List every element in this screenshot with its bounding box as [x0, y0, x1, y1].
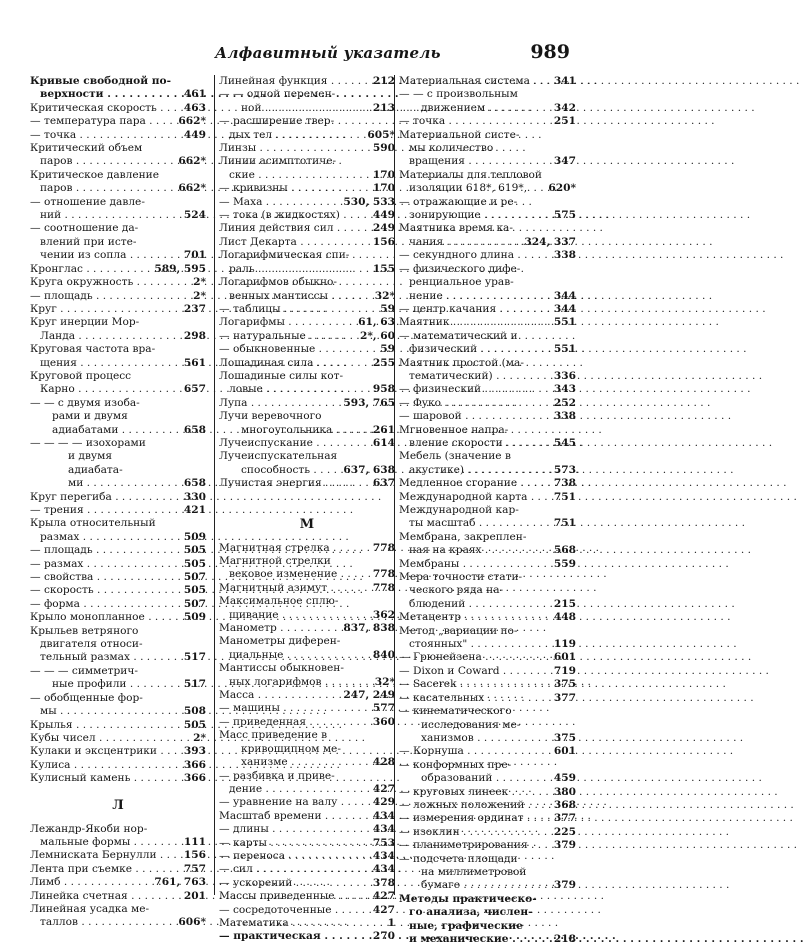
index-entry: — Корнуша . . . 601: [399, 745, 576, 758]
index-entry-line: кривошипном ме-: [241, 742, 341, 755]
index-entry: вление скорости . . . 545: [399, 437, 576, 450]
index-entry: — обыкновенные . . . 59: [219, 343, 395, 356]
index-entry: — физический . . . 343: [399, 383, 576, 396]
index-entry: адиабатами . . . 658: [30, 424, 206, 437]
index-entry-line: — физического дифе-: [399, 262, 521, 275]
index-entry-line: ные, графические: [409, 919, 523, 932]
index-entry: мальные формы . . . 111: [30, 836, 206, 849]
running-title: Алфавитный указатель: [215, 44, 441, 62]
index-entry-line: влений при исте-: [40, 235, 137, 248]
index-entry-line: Магнитной стрелки: [219, 555, 331, 567]
index-entry: ний . . . 524: [30, 209, 206, 222]
index-entry: — точка . . . 449: [30, 129, 206, 142]
index-entry: многоугольника . . . 261: [219, 424, 395, 437]
index-entry: Материальная система . . . 341: [399, 75, 576, 88]
index-entry: — Маха . . . 530, 533: [219, 196, 395, 209]
index-entry-line: Линейная усадка ме-: [30, 902, 150, 915]
index-entry-line: — расширение твер-: [219, 115, 335, 128]
index-entry: чания . . . 324, 337: [399, 236, 576, 249]
index-entry-line: Лучи веревочного: [219, 410, 322, 423]
index-entry: способность . . . 637, 638: [219, 464, 395, 477]
index-entry: — центр качания . . . 344: [399, 303, 576, 316]
index-entry: ты масштаб . . . 751: [399, 517, 576, 530]
index-entry: Лошадиная сила . . . 255: [219, 357, 395, 370]
index-entry: — планиметрирования . . . 379: [399, 839, 576, 852]
index-entry: Масса . . . 247, 249: [219, 689, 395, 702]
index-entry-line: ческого ряда на-: [409, 584, 504, 597]
index-entry: — ускорений . . . 378: [219, 877, 395, 890]
index-entry: вращения . . . 347: [399, 155, 576, 168]
index-entry: ные профили . . . 517: [30, 678, 206, 691]
index-entry: ловые . . . 958: [219, 383, 395, 396]
index-entry: образований . . . 459: [399, 772, 576, 785]
index-entry-line: — отражающие и ре-: [399, 195, 518, 208]
index-entry-line: — — с двумя изоба-: [30, 396, 140, 409]
index-entry: нение . . . 344: [399, 290, 576, 303]
index-entry: — Sacerek . . . 375: [399, 678, 576, 691]
index-entry: — измерения ординат . . . 377: [399, 812, 576, 825]
index-entry: ханизме . . . 428: [219, 756, 395, 769]
index-entry: Лупа . . . 593, 765: [219, 397, 395, 410]
index-entry: Магнитная стрелка . . . 778: [219, 542, 395, 555]
index-entry-line: — математический и: [399, 329, 518, 342]
index-entry: — круговых линеек . . . 380: [399, 786, 576, 799]
index-entry-line: — — — симметрич-: [30, 664, 138, 677]
index-entry-line: Круговой процесс: [30, 369, 132, 382]
index-entry: физический . . . 551: [399, 343, 576, 356]
index-entry: — температура пара . . . 662*: [30, 115, 206, 128]
index-entry-line: Критический объем: [30, 142, 143, 155]
index-entry: Крыло монопланное . . . 509: [30, 611, 206, 624]
index-entry-line: Крыльев ветряного: [30, 624, 139, 637]
index-entry-line: Маятника время ка-: [399, 222, 513, 235]
index-entry: акустике) . . . 573: [399, 464, 576, 477]
index-entry: блюдений . . . 215: [399, 598, 576, 611]
index-entry-line: Мера точности стати-: [399, 571, 523, 584]
index-entry-line: Круг инерции Мор-: [30, 316, 140, 329]
index-entry: щивание . . . 362: [219, 609, 395, 622]
index-entry: — трения . . . 421: [30, 504, 206, 517]
index-entry-line: Международной кар-: [399, 504, 519, 516]
index-entry: Лемниската Бернулли . . . 156: [30, 849, 206, 862]
index-entry: — сил . . . 434: [219, 863, 395, 876]
index-entry: — шаровой . . . 338: [399, 410, 576, 423]
index-entry: Линия действия сил . . . 249: [219, 222, 395, 235]
index-entry: — уравнение на валу . . . 429: [219, 796, 395, 809]
index-entry-line: — подсчета площади: [399, 852, 518, 865]
index-entry-line: адиабата-: [68, 463, 123, 476]
index-entry: ная на краях . . . 568: [399, 544, 576, 557]
index-entry: Лист Декарта . . . 156: [219, 236, 395, 249]
index-entry-line: Маятник простой (ма-: [399, 356, 524, 369]
index-entry: Международной карта . . . 751: [399, 491, 576, 504]
index-entry: — приведенная . . . 360: [219, 716, 395, 729]
index-entry: — размах . . . 505: [30, 558, 206, 571]
index-entry: движением . . . 342: [399, 102, 576, 115]
index-entry: дение . . . 427: [219, 783, 395, 796]
index-entry: — кривизны . . . 170: [219, 182, 395, 195]
index-entry: — Фуко . . . 252: [399, 397, 576, 410]
index-entry: Маятник . . . 551: [399, 316, 576, 329]
index-entry-line: Мгновенное напра-: [399, 423, 509, 436]
index-entry: Массы приведенные . . . 427: [219, 890, 395, 903]
index-entry: Круга окружность . . . 2*: [30, 276, 206, 289]
index-entry: зонирующие . . . 575: [399, 209, 576, 222]
index-entry-line: Лучеиспускательная: [219, 450, 338, 463]
index-entry: Ланда . . . 298: [30, 330, 206, 343]
index-entry: ми . . . 658: [30, 477, 206, 490]
index-entry: Манометр . . . 837, 838: [219, 622, 395, 635]
index-entry: тельный размах . . . 517: [30, 651, 206, 664]
index-entry: Линзы . . . 590: [219, 142, 395, 155]
index-entry-line: Мебель (значение в: [399, 450, 511, 463]
index-entry: размах . . . 509: [30, 531, 206, 544]
index-entry: паров . . . 662*: [30, 182, 206, 195]
index-entry-line: Масс приведение в: [219, 729, 328, 742]
index-entry: ханизмов . . . 375: [399, 732, 576, 745]
index-entry-line: Крыла относительный: [30, 517, 156, 530]
index-entry: Метацентр . . . 448: [399, 611, 576, 624]
index-entry: Линейная функция . . . 212: [219, 75, 395, 88]
index-entry: тематический) . . . 336: [399, 370, 576, 383]
index-entry: — сосредоточенные . . . 427: [219, 904, 395, 917]
index-entry: — свойства . . . 507: [30, 571, 206, 584]
index-entry-line: Материальной систе-: [399, 128, 520, 141]
index-entry-line: Материалы для тепловой: [399, 168, 542, 181]
index-entry: — карты . . . 753: [219, 837, 395, 850]
index-entry: щения . . . 561: [30, 357, 206, 370]
index-entry: — точка . . . 251: [399, 115, 576, 128]
index-entry: — натуральные . . . 2*, 60: [219, 330, 395, 343]
index-entry: — касательных . . . 377: [399, 692, 576, 705]
index-entry: Карно . . . 657: [30, 383, 206, 396]
index-entry: — таблицы . . . 59: [219, 303, 395, 316]
index-entry: вековое изменение . . . 778: [219, 568, 395, 581]
index-column-1: [30, 75, 206, 929]
index-entry: — длины . . . 434: [219, 823, 395, 836]
index-entry: Кулаки и эксцентрики . . . 393: [30, 745, 206, 758]
index-entry: — Грюнейзена . . . 601: [399, 651, 576, 664]
index-entry-line: — разбивка и приве-: [219, 769, 335, 782]
index-entry-line: — — — — изохорами: [30, 436, 146, 449]
index-entry-line: Кривые свободной по-: [30, 75, 171, 87]
index-entry-line: и двумя: [68, 450, 113, 463]
index-entry: — площадь . . . 2*: [30, 290, 206, 303]
index-entry-line: Круговая частота вра-: [30, 343, 156, 356]
index-entry: — тока (в жидкостях) . . . 449: [219, 209, 395, 222]
index-entry-line: Логарифмическая спи-: [219, 249, 350, 262]
index-entry: — Dixon и Coward . . . 719: [399, 665, 576, 678]
index-entry: Круг . . . 237: [30, 303, 206, 316]
index-entry: — практическая . . . 270: [219, 930, 395, 943]
index-entry: верхности . . . 461: [30, 88, 206, 101]
section-gap: [219, 491, 395, 505]
index-entry-line: Лошадиные силы кот-: [219, 369, 344, 382]
index-entry-line: Методы практическо-: [399, 892, 537, 905]
index-entry: Кубы чисел . . . 2*: [30, 732, 206, 745]
index-entry: Критическая скорость . . . 463: [30, 102, 206, 115]
index-entry-line: — отношение давле-: [30, 195, 145, 208]
index-entry-line: на миллиметровой: [421, 865, 527, 878]
index-entry: — переноса . . . 434: [219, 850, 395, 863]
index-entry: Лимб . . . 761, 763: [30, 876, 206, 889]
index-entry-line: — конформных пре-: [399, 758, 512, 771]
index-entry: бумаге . . . 379: [399, 879, 576, 892]
section-letter-m: М: [299, 516, 315, 532]
index-entry: Крылья . . . 505: [30, 719, 206, 732]
index-entry-line: — — одной перемен-: [219, 88, 336, 101]
index-entry-line: Манометры диферен-: [219, 635, 341, 648]
index-entry: Лучистая энергия . . . 637: [219, 477, 395, 490]
index-entry-line: Линии асимптотиче-: [219, 155, 337, 168]
index-entry: Кронглас . . . 589, 595: [30, 263, 206, 276]
index-entry: и механические . . . 218: [399, 933, 576, 946]
index-entry: паров . . . 662*: [30, 155, 206, 168]
index-entry: Магнитный азимут . . . 778: [219, 582, 395, 595]
index-entry-line: Мембрана, закреплен-: [399, 530, 527, 543]
index-entry: Круг перегиба . . . 330: [30, 491, 206, 504]
index-entry: Логарифмы . . . 61, 63: [219, 316, 395, 329]
index-entry-line: исследования ме-: [421, 718, 521, 731]
index-entry: Лучеиспускание . . . 614: [219, 437, 395, 450]
index-entry-line: ренциальное урав-: [409, 276, 514, 289]
index-entry-line: Максимальное сплю-: [219, 595, 339, 608]
index-entry-line: Метод „вариации по-: [399, 624, 518, 637]
index-entry-line: — кинематического: [399, 705, 512, 718]
index-entry: стоянных" . . . 119: [399, 638, 576, 651]
index-entry-line: Лежандр-Якоби нор-: [30, 822, 148, 835]
index-entry: изоляции 618*, 619*, 620*: [409, 182, 576, 195]
index-entry-line: Критическое давление: [30, 168, 159, 181]
index-entry: венных мантиссы . . . 32*: [219, 290, 395, 303]
index-entry-line: мы количество: [409, 142, 494, 155]
index-entry: — скорость . . . 505: [30, 584, 206, 597]
index-entry: — площадь . . . 505: [30, 544, 206, 557]
index-entry: Мембраны . . . 559: [399, 558, 576, 571]
index-entry-line: — соотношение да-: [30, 222, 139, 235]
index-entry-line: — обобщенные фор-: [30, 691, 143, 704]
index-column-3: [394, 75, 576, 945]
index-entry: раль . . . 155: [219, 263, 395, 276]
index-entry: Линейка счетная . . . 201: [30, 890, 206, 903]
index-entry: Кулиса . . . 366: [30, 759, 206, 772]
index-entry: ной . . . 213: [219, 102, 395, 115]
index-entry: — форма . . . 507: [30, 598, 206, 611]
index-entry: таллов . . . 606*: [30, 916, 206, 929]
index-entry-line: рами и двумя: [52, 410, 128, 423]
index-entry-line: Логарифмов обыкно-: [219, 276, 337, 289]
index-entry: дых тел . . . 605*: [219, 129, 395, 142]
index-entry: Математика . . . 1: [219, 917, 395, 930]
index-entry: Масштаб времени . . . 434: [219, 810, 395, 823]
index-entry-line: го анализа, числен-: [409, 906, 533, 919]
page-header: [0, 41, 600, 66]
index-entry: Медленное сгорание . . . 738: [399, 477, 576, 490]
index-entry: — ложных положений . . . 368: [399, 799, 576, 812]
page-number: 989: [530, 41, 570, 63]
index-entry: ские . . . 170: [219, 169, 395, 182]
index-entry: циальные . . . 840: [219, 649, 395, 662]
index-entry-line: Мантиссы обыкновен-: [219, 662, 344, 675]
index-entry: Лента при съемке . . . 757: [30, 863, 206, 876]
index-entry: ных логарифмов . . . 32*: [219, 676, 395, 689]
section-letter-l: Л: [112, 797, 124, 813]
index-entry-line: двигателя относи-: [40, 638, 143, 651]
index-entry: — секундного длина . . . 338: [399, 249, 576, 262]
index-entry: — машины . . . 577: [219, 702, 395, 715]
index-entry: Кулисный камень . . . 366: [30, 772, 206, 785]
index-column-2: [214, 75, 395, 943]
index-entry: — изоклин . . . 225: [399, 826, 576, 839]
index-entry: мы . . . 508: [30, 705, 206, 718]
index-entry: чении из сопла . . . 701: [30, 249, 206, 262]
index-entry-line: — — с произвольным: [399, 88, 518, 101]
